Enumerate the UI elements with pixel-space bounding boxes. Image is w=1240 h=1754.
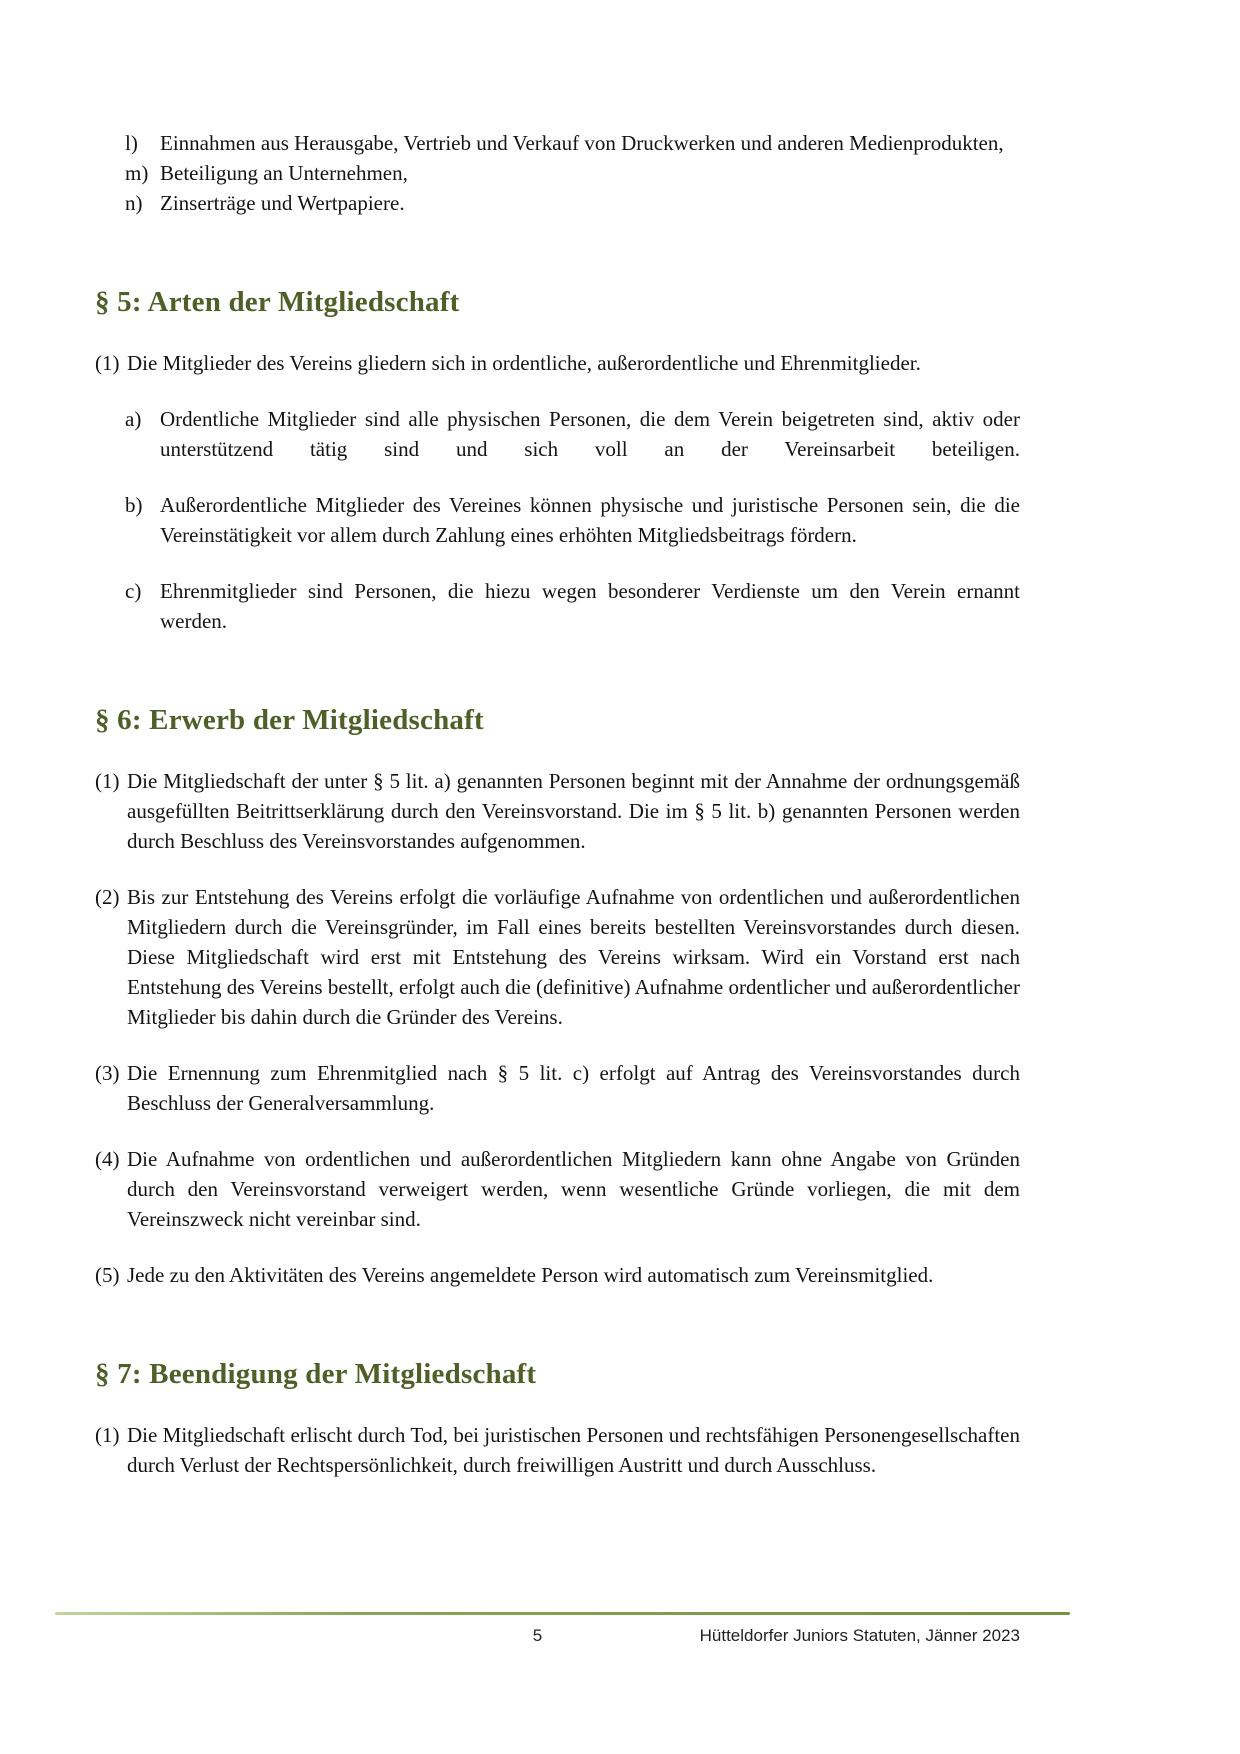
paragraph — [95, 1058, 1020, 1118]
list-item-label: m) — [125, 161, 149, 185]
page-footer — [55, 1612, 1070, 1646]
footer-row — [55, 1626, 1070, 1646]
list-item-text: Zinserträge und Wertpapiere. — [160, 191, 405, 215]
paragraph-label: (2) — [95, 885, 120, 909]
section-heading-par6: § 6: Erwerb der Mitgliedschaft — [95, 704, 484, 736]
paragraph — [95, 1420, 1020, 1480]
subitem-text: Ordentliche Mitglieder sind alle physischen Personen, die dem Verein beigetreten sind, aktiv oder unterstützend tätig sind und sich voll an der Vereinsarbeit beteiligen. — [160, 407, 1020, 461]
list-item — [125, 128, 1020, 158]
paragraph — [95, 348, 1020, 378]
section-heading-par5: § 5: Arten der Mitgliedschaft — [95, 286, 460, 318]
paragraph-label: (5) — [95, 1263, 120, 1287]
footer-divider-rule — [55, 1612, 1070, 1615]
paragraph — [95, 882, 1020, 1032]
paragraph-text: Bis zur Entstehung des Vereins erfolgt die vorläufige Aufnahme von ordentlichen und außerordentlichen Mitgliedern durch die Vereinsgründer, im Fall eines bereits bestellten Vereinsvorstandes durch diesen. Diese Mitgliedschaft wird erst mit Entstehung des Vereins wirksam. Wird ein Vorstand erst nach Entstehung des Vereins bestellt, erfolgt auch die (definitive) Aufnahme ordentlicher und außerordentlicher Mitglieder bis dahin durch die Gründer des Vereins. — [127, 885, 1020, 1029]
list-item — [125, 188, 1020, 218]
list-item-text: Einnahmen aus Herausgabe, Vertrieb und Verkauf von Druckwerken und anderen Medienprodukten, — [160, 131, 1004, 155]
paragraph-text: Die Mitgliedschaft erlischt durch Tod, bei juristischen Personen und rechtsfähigen Personengesellschaften durch Verlust der Rechtspersönlichkeit, durch freiwilligen Austritt und durch Ausschluss. — [127, 1423, 1020, 1477]
subitem — [125, 404, 1020, 464]
subitem — [125, 490, 1020, 550]
paragraph-text: Die Ernennung zum Ehrenmitglied nach § 5 lit. c) erfolgt auf Antrag des Vereinsvorstandes durch Beschluss der Generalversammlung. — [127, 1061, 1020, 1115]
footer-source-text: Hütteldorfer Juniors Statuten, Jänner 2023 — [699, 1626, 1020, 1645]
paragraph-label: (4) — [95, 1147, 120, 1171]
paragraph-label: (1) — [95, 769, 120, 793]
subitem — [125, 576, 1020, 636]
paragraph — [95, 766, 1020, 856]
paragraph-label: (1) — [95, 1423, 120, 1447]
paragraph-text: Jede zu den Aktivitäten des Vereins angemeldete Person wird automatisch zum Vereinsmitglied. — [127, 1263, 934, 1287]
paragraph-text: Die Aufnahme von ordentlichen und außerordentlichen Mitgliedern kann ohne Angabe von Gründen durch den Vereinsvorstand verweigert werden, wenn wesentliche Gründe vorliegen, die mit dem Vereinszweck nicht vereinbar sind. — [127, 1147, 1020, 1231]
list-item-label: l) — [125, 131, 138, 155]
subitem-label: b) — [125, 493, 143, 517]
subitem-label: c) — [125, 579, 142, 603]
page-number: 5 — [532, 1626, 543, 1645]
subitem-text: Außerordentliche Mitglieder des Vereines können physische und juristische Personen sein, die die Vereinstätigkeit vor allem durch Zahlung eines erhöhten Mitgliedsbeitrags fördern. — [160, 493, 1020, 547]
paragraph-label: (3) — [95, 1061, 120, 1085]
list-item-text: Beteiligung an Unternehmen, — [160, 161, 408, 185]
list-item — [125, 158, 1020, 188]
section-heading-par7: § 7: Beendigung der Mitgliedschaft — [95, 1358, 537, 1390]
paragraph — [95, 1144, 1020, 1234]
list-item-label: n) — [125, 191, 143, 215]
subitem-text: Ehrenmitglieder sind Personen, die hiezu wegen besonderer Verdienste um den Verein ernannt werden. — [160, 579, 1020, 633]
paragraph-text: Die Mitglieder des Vereins gliedern sich in ordentliche, außerordentliche und Ehrenmitglieder. — [127, 351, 921, 375]
paragraph-text: Die Mitgliedschaft der unter § 5 lit. a) genannten Personen beginnt mit der Annahme der ordnungsgemäß ausgefüllten Beitrittserklärung durch den Vereinsvorstand. Die im § 5 lit. b) genannten Personen werden durch Beschluss des Vereinsvorstandes aufgenommen. — [127, 769, 1020, 853]
paragraph — [95, 1260, 1020, 1290]
subitem-label: a) — [125, 407, 142, 431]
paragraph-label: (1) — [95, 351, 120, 375]
income-sources-list — [125, 128, 1020, 218]
